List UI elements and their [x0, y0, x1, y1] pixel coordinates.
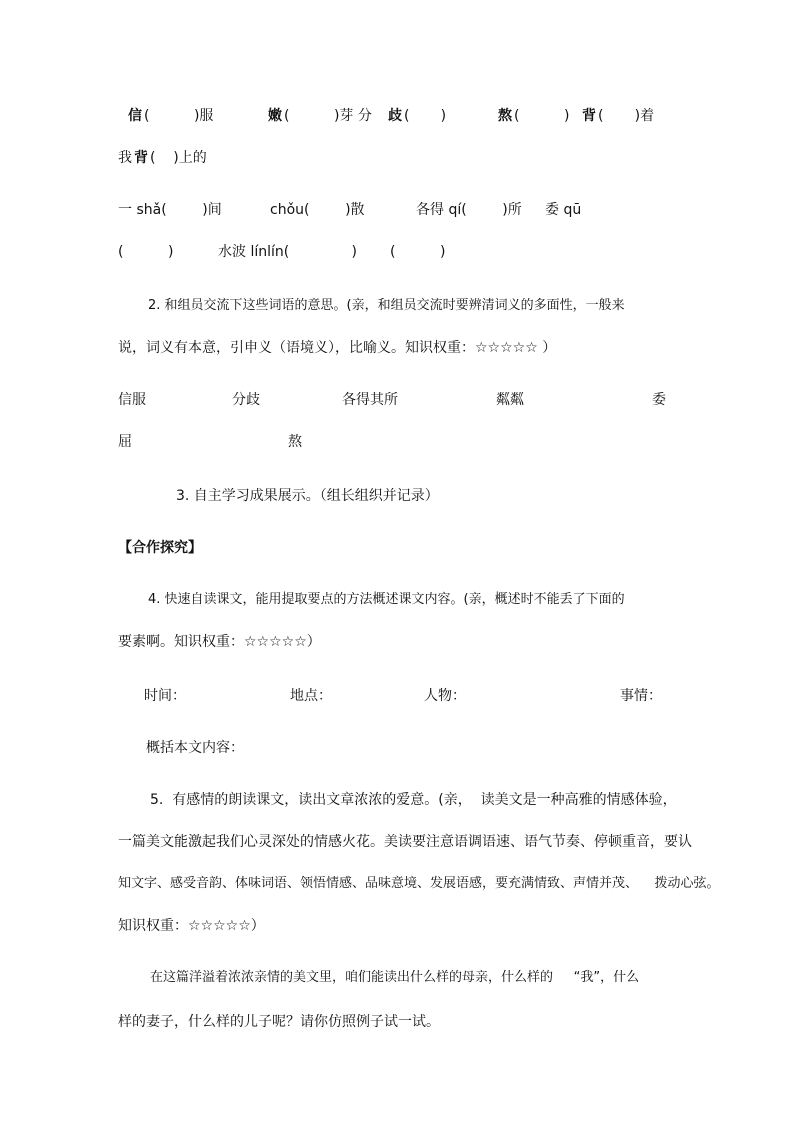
- blank-chou: chǒu( )散: [270, 202, 365, 218]
- char-nen: 嫩: [268, 108, 282, 124]
- question-5-line-2: 一篇美文能激起我们心灵深处的情感火花。美读要注意语调语速、语气节奏、停顿重音，要认: [118, 834, 692, 850]
- blank-qu: 委 qū: [545, 202, 582, 218]
- blank-sha: 一 shǎ( )间: [118, 202, 222, 218]
- question-4-line-1: 4. 快速自读课文，能用提取要点的方法概述课文内容。(亲，概述时不能丢了下面的: [148, 592, 625, 607]
- elements-row: [0, 686, 794, 710]
- row2-prefix: 我: [118, 150, 132, 166]
- char-xin: 信: [128, 108, 142, 124]
- label-place: 地点：: [290, 688, 332, 704]
- question-4-line-2: 要素啊。知识权重：☆☆☆☆☆）: [118, 634, 321, 650]
- blank-ao: ( ): [514, 108, 570, 124]
- char-bei-2: 背: [134, 150, 148, 166]
- pinyin-row-4: [0, 242, 794, 266]
- question-3: 3. 自主学习成果展示。（组长组织并记录）: [176, 488, 439, 504]
- label-event: 事情：: [620, 688, 662, 704]
- label-time: 时间：: [144, 688, 186, 704]
- char-ao: 熬: [498, 108, 512, 124]
- char-qi: 歧: [388, 108, 402, 124]
- char-bei: 背: [582, 108, 596, 124]
- blank-last: ( ): [390, 244, 446, 260]
- question-5-line-4: 知识权重：☆☆☆☆☆）: [118, 918, 265, 934]
- section-title: 【合作探究】: [118, 540, 202, 556]
- blank-linlin: 水波 línlín( ): [218, 244, 357, 260]
- pinyin-row-2: [0, 148, 794, 172]
- question-2-line-2: 说，词义有本意，引申义（语境义），比喻义。知识权重：☆☆☆☆☆ ）: [118, 340, 557, 356]
- word-wei: 委: [652, 392, 666, 408]
- blank-qi: ( ): [404, 108, 447, 124]
- pinyin-row-3: [0, 200, 794, 224]
- word-row-2: [0, 432, 794, 456]
- word-qu: 屈: [118, 434, 132, 450]
- word-fenqi: 分歧: [232, 392, 260, 408]
- summary-label: 概括本文内容：: [146, 740, 244, 756]
- blank-xin: ( )服: [144, 108, 214, 124]
- blank-bei: ( )着: [598, 108, 655, 124]
- word-xinfu: 信服: [118, 392, 146, 408]
- question-2-line-1: 2. 和组员交流下这些词语的意思。(亲，和组员交流时要辨清词义的多面性，一般来: [148, 298, 625, 313]
- blank-qi-2: 各得 qí( )所: [416, 202, 522, 218]
- word-linlin: 粼粼: [496, 392, 524, 408]
- word-gedeqisuo: 各得其所: [342, 392, 398, 408]
- row2-suffix: ( )上的: [150, 150, 207, 166]
- blank-nen: ( )芽 分: [284, 108, 372, 124]
- blank-qu-answer: ( ): [118, 244, 174, 260]
- label-people: 人物：: [424, 688, 466, 704]
- word-row-1: [0, 390, 794, 414]
- word-ao: 熬: [288, 434, 302, 450]
- question-6-line-2: 样的妻子，什么样的儿子呢？请你仿照例子试一试。: [118, 1014, 440, 1030]
- question-6-line-1: 在这篇洋溢着浓浓亲情的美文里，咱们能读出什么样的母亲，什么样的 “我”，什么: [150, 970, 640, 985]
- pinyin-row-1: [0, 106, 794, 130]
- question-5-line-3: 知文字、感受音韵、体味词语、领悟情感、品味意境、发展语感，要充满情致、声情并茂、 拨动心弦。: [118, 876, 720, 891]
- question-5-line-1: 5. 有感情的朗读课文，读出文章浓浓的爱意。(亲， 读美文是一种高雅的情感体验，: [150, 792, 677, 808]
